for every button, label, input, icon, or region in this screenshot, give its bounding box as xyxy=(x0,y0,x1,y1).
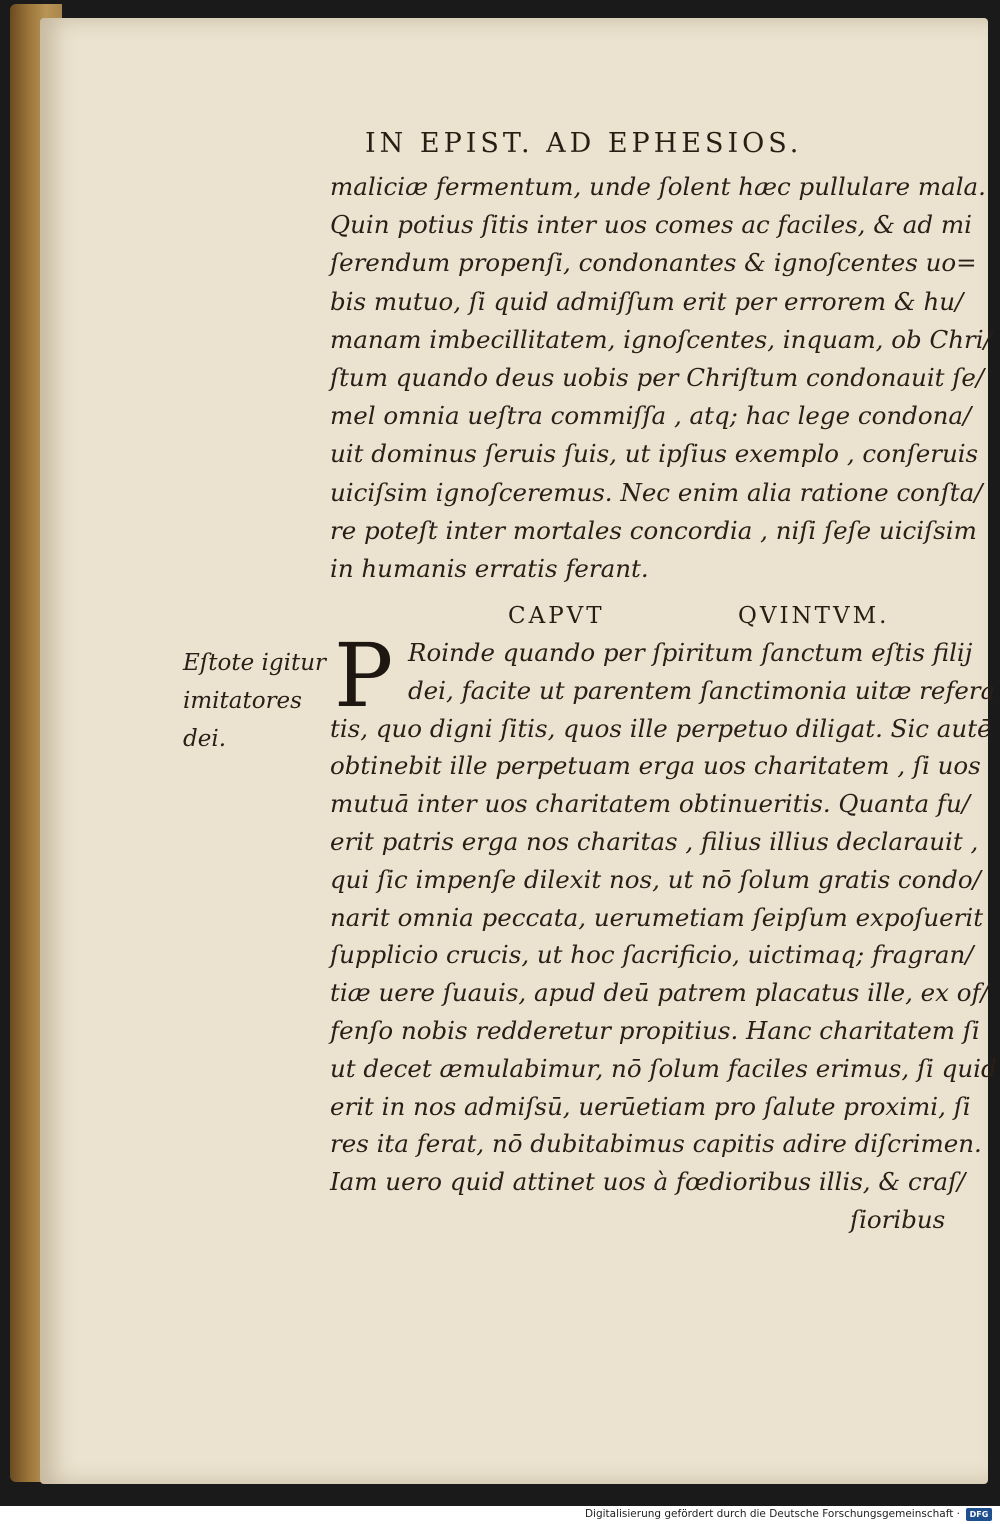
chapter-heading-word1: CAPVT xyxy=(508,603,605,629)
marginal-note-line: dei. xyxy=(183,726,227,752)
text-line: fenſo nobis redderetur propitius. Hanc charitatem ſi xyxy=(330,1016,980,1045)
marginal-note xyxy=(183,644,327,758)
text-line: re poteſt inter mortales concordia , niſi ſeſe uiciſsim xyxy=(330,515,977,545)
text-line: ſtum quando deus uobis per Chriſtum condonauit ſe/ xyxy=(330,363,985,392)
text-line: res ita ferat, nō dubitabimus capitis adire diſcrimen. xyxy=(330,1129,982,1159)
text-line: in humanis erratis ferant. xyxy=(330,554,649,583)
text-line: uit dominus ſeruis ſuis, ut ipſius exemplo , conſeruis xyxy=(330,439,979,469)
text-line: tiæ uere ſuauis, apud deū patrem placatus ille, ex of/ xyxy=(330,978,989,1008)
dfg-logo-icon: DFG xyxy=(966,1508,992,1521)
text-line: obtinebit ille perpetuam erga uos charitatem , ſi uos xyxy=(330,751,981,781)
text-line: mel omnia ueſtra commiſſa , atq; hac lege condona/ xyxy=(330,401,972,431)
text-line: manam imbecillitatem, ignoſcentes, inquam, ob Chri/ xyxy=(330,324,992,354)
footer-credit: Digitalisierung gefördert durch die Deutsche Forschungsgemeinschaft · xyxy=(584,1508,960,1520)
running-head: IN EPIST. AD EPHESIOS. xyxy=(365,128,803,159)
text-line: qui ſic impenſe dilexit nos, ut nō ſolum gratis condo/ xyxy=(330,864,981,894)
text-line: narit omnia peccata, uerumetiam ſeipſum expoſuerit xyxy=(330,902,984,932)
text-line: ſupplicio crucis, ut hoc ſacrificio, uictimaq; fragran/ xyxy=(330,940,974,970)
drop-cap: P xyxy=(334,624,394,727)
text-line: tis, quo digni ſitis, quos ille perpetuo diligat. Sic autē xyxy=(330,713,992,743)
text-line: erit in nos admiſsū, uerūetiam pro ſalute proximi, ſi xyxy=(330,1091,971,1121)
text-line: uiciſsim ignoſceremus. Nec enim alia ratione conſta/ xyxy=(330,477,983,507)
text-line: dei, facite ut parentem ſanctimonia uitæ refera xyxy=(408,675,996,705)
text-line: Roinde quando per ſpiritum ſanctum eſtis filij xyxy=(408,638,973,667)
chapter-heading xyxy=(508,603,948,629)
text-line: maliciæ fermentum, unde ſolent hæc pullulare mala. xyxy=(330,172,986,201)
marginal-note-line: Eſtote igitur xyxy=(183,650,327,676)
text-line: mutuā inter uos charitatem obtinueritis. Quanta fu/ xyxy=(330,789,970,819)
text-line: ut decet æmulabimur, nō ſolum faciles erimus, ſi quid xyxy=(330,1053,997,1083)
text-line: ſioribus xyxy=(850,1205,946,1234)
text-line: erit patris erga nos charitas , filius illius declarauit , xyxy=(330,827,979,856)
text-line: bis mutuo, ſi quid admiſſum erit per errorem & hu/ xyxy=(330,286,964,316)
text-line: Quin potius ſitis inter uos comes ac faciles, & ad mi xyxy=(330,210,972,240)
marginal-note-line: imitatores xyxy=(183,688,302,714)
chapter-heading-word2: QVINTVM. xyxy=(738,603,890,629)
text-line: ſerendum propenſi, condonantes & ignoſcentes uo= xyxy=(330,248,977,278)
text-line: Iam uero quid attinet uos à fœdioribus illis, & craſ/ xyxy=(330,1167,966,1197)
